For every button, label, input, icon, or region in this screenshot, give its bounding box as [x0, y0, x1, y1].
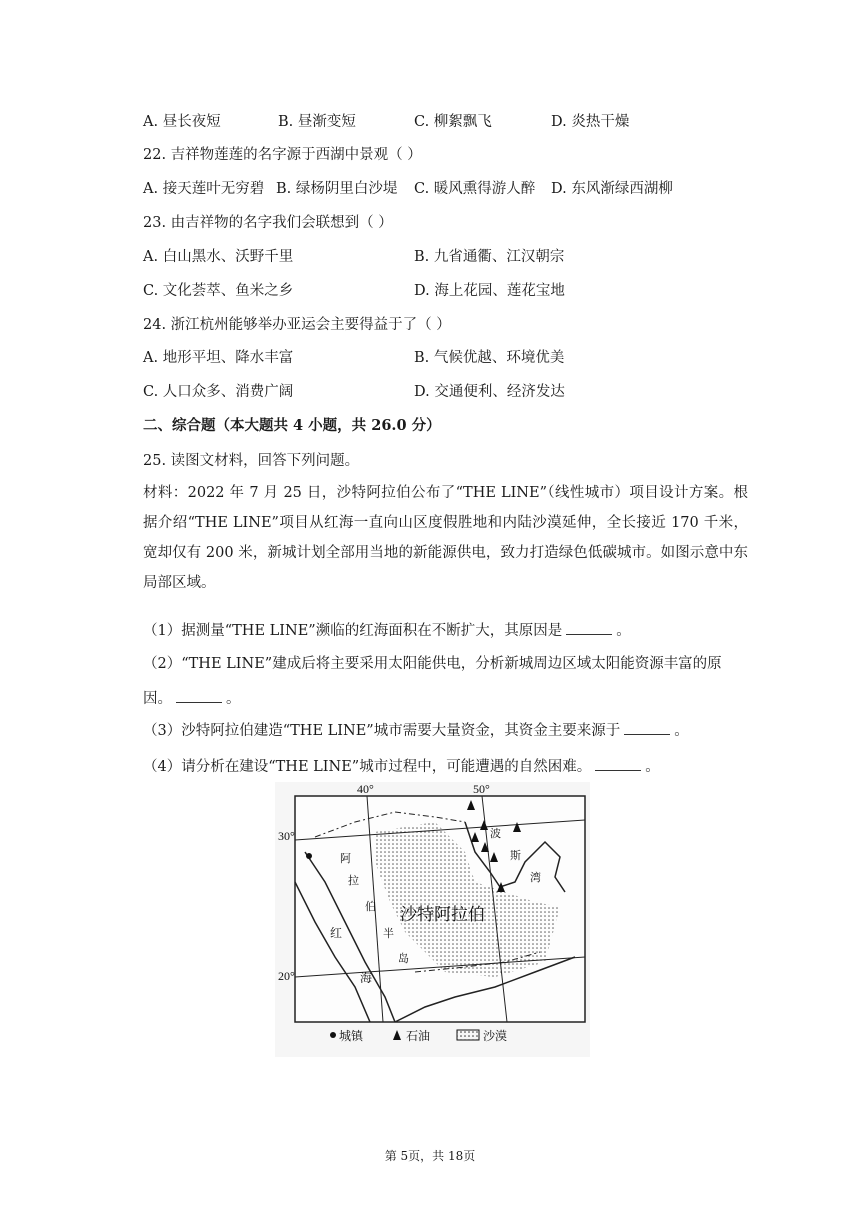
answer-blank[interactable]	[595, 756, 641, 771]
q23-option-d: D. 海上花园、莲花宝地	[414, 283, 565, 299]
end-mark: 。	[645, 759, 660, 775]
q25-sub1	[143, 620, 631, 641]
q25-material: 材料：2022 年 7 月 25 日，沙特阿拉伯公布了“THE LINE”（线性城市）项目设计方案。根据介绍“THE LINE”项目从红海一直向山区度假胜地和内陆沙漠延伸，全长接近 170 千米，宽却仅有 200 米，新城计划全部用当地的新能源供电，致力打造绿色低碳城市。如图示意中东局部区域。	[143, 485, 748, 591]
answer-blank[interactable]	[176, 688, 222, 703]
red-sea-label-2: 海	[360, 971, 373, 985]
q24-option-c: C. 人口众多、消费广阔	[143, 384, 294, 400]
lat-label-30: 30°	[278, 829, 295, 843]
end-mark: 。	[674, 723, 689, 739]
gulf-label-2: 斯	[510, 849, 521, 862]
lon-label-40: 40°	[357, 782, 374, 796]
page-footer: 第 5页，共 18页	[384, 1149, 476, 1163]
q25-sub1-text: （1）据测量“THE LINE”濒临的红海面积在不断扩大，其原因是	[143, 623, 563, 639]
q25-sub3	[143, 720, 689, 741]
lat-label-20: 20°	[278, 969, 295, 983]
peninsula-label-1: 阿	[340, 852, 351, 865]
q25-sub2b	[143, 688, 241, 709]
q24-option-d: D. 交通便利、经济发达	[414, 384, 565, 400]
q25-sub2b-text: 因。	[143, 691, 172, 707]
peninsula-label-4: 半	[383, 927, 394, 940]
q23-option-a: A. 白山黑水、沃野千里	[143, 249, 294, 265]
q21-option-b: B. 昼渐变短	[278, 114, 356, 130]
peninsula-label-2: 拉	[348, 874, 359, 887]
lon-label-50: 50°	[473, 782, 490, 796]
q23-option-c: C. 文化荟萃、鱼米之乡	[143, 283, 294, 299]
peninsula-label-3: 伯	[365, 900, 376, 913]
q24-stem: 24. 浙江杭州能够举办亚运会主要得益于了（ ）	[143, 317, 451, 333]
answer-blank[interactable]	[624, 720, 670, 735]
q22-stem: 22. 吉祥物莲莲的名字源于西湖中景观（ ）	[143, 147, 422, 163]
q22-option-b: B. 绿杨阴里白沙堤	[276, 181, 398, 197]
q21-option-c: C. 柳絮飘飞	[414, 114, 492, 130]
q22-option-c: C. 暖风熏得游人醉	[414, 181, 536, 197]
q25-sub3-text: （3）沙特阿拉伯建造“THE LINE”城市需要大量资金，其资金主要来源于	[143, 723, 621, 739]
q25-sub4	[143, 756, 660, 777]
q25-stem: 25. 读图文材料，回答下列问题。	[143, 453, 360, 469]
q22-option-a: A. 接天莲叶无穷碧	[143, 181, 265, 197]
q25-sub2a: （2）“THE LINE”建成后将主要采用太阳能供电，分析新城周边区域太阳能资源丰富的原	[143, 656, 722, 672]
q24-option-a: A. 地形平坦、降水丰富	[143, 350, 294, 366]
end-mark: 。	[616, 623, 631, 639]
q21-option-a: A. 昼长夜短	[143, 114, 221, 130]
answer-blank[interactable]	[566, 620, 612, 635]
q22-option-d: D. 东风渐绿西湖柳	[551, 181, 673, 197]
q24-option-b: B. 气候优越、环境优美	[414, 350, 565, 366]
legend-desert-label: 沙漠	[483, 1029, 508, 1043]
legend-oil-label: 石油	[406, 1029, 431, 1043]
gulf-label-3: 湾	[530, 871, 541, 884]
q23-option-b: B. 九省通衢、江汉朝宗	[414, 249, 565, 265]
q25-sub4-text: （4）请分析在建设“THE LINE”城市过程中，可能遭遇的自然困难。	[143, 759, 592, 775]
legend-town-symbol	[330, 1032, 336, 1038]
red-sea-label-1: 红	[330, 926, 343, 940]
peninsula-label-5: 岛	[398, 952, 409, 965]
q23-stem: 23. 由吉祥物的名字我们会联想到（ ）	[143, 215, 393, 231]
town-symbol	[306, 853, 312, 859]
country-label: 沙特阿拉伯	[400, 905, 485, 925]
q21-option-d: D. 炎热干燥	[551, 114, 630, 130]
legend-desert-symbol	[457, 1030, 479, 1040]
section-heading: 二、综合题（本大题共 4 小题，共 26.0 分）	[143, 417, 441, 434]
gulf-label-1: 波	[490, 827, 501, 840]
middle-east-map	[275, 782, 590, 1057]
legend-town-label: 城镇	[339, 1029, 364, 1043]
end-mark: 。	[226, 691, 241, 707]
